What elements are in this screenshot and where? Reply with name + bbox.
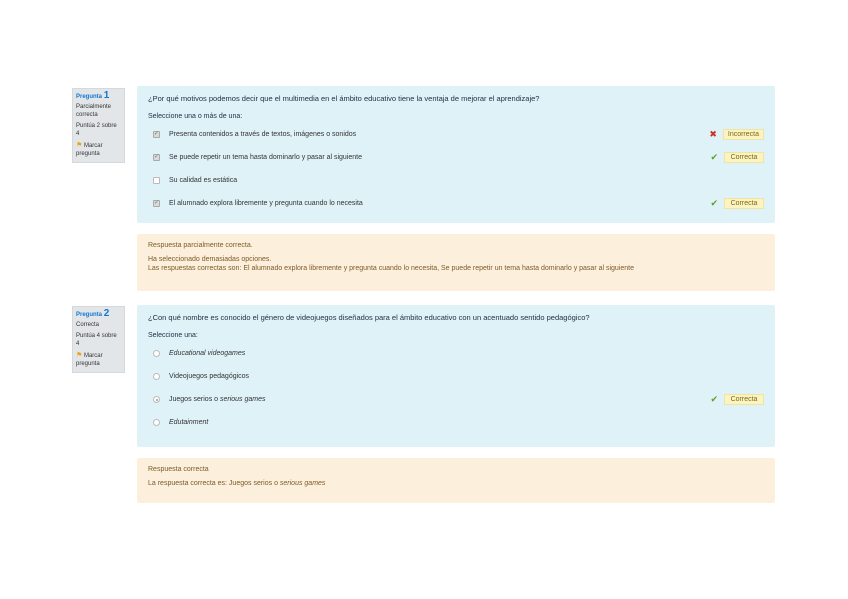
answer-radio[interactable] bbox=[153, 396, 160, 403]
feedback-badge: Correcta bbox=[724, 152, 764, 163]
answer-text: El alumnado explora libremente y pregunta cuando lo necesita bbox=[169, 200, 363, 207]
question-state: Correcta bbox=[76, 322, 100, 328]
answer-option[interactable] bbox=[148, 123, 764, 146]
flag-question-label: Marcar pregunta bbox=[76, 353, 103, 367]
flag-question-label: Marcar pregunta bbox=[76, 143, 103, 157]
answer-text-plain: Juegos serios o bbox=[169, 396, 220, 403]
outcome-title: Respuesta correcta bbox=[148, 466, 209, 473]
question-1-info bbox=[72, 88, 125, 163]
answer-checkbox[interactable]: ✓ bbox=[154, 154, 160, 160]
answer-checkbox[interactable] bbox=[153, 177, 160, 184]
answer-text bbox=[169, 396, 764, 403]
answer-prompt: Seleccione una: bbox=[148, 332, 198, 339]
answer-option[interactable] bbox=[148, 192, 764, 215]
outcome-text-plain: La respuesta correcta es: Juegos serios o bbox=[148, 480, 280, 487]
answer-option[interactable] bbox=[148, 342, 764, 365]
answer-text-italic: Edutainment bbox=[169, 419, 209, 426]
answer-text: Videojuegos pedagógicos bbox=[169, 373, 250, 380]
answer-feedback bbox=[710, 394, 764, 405]
check-icon: ✔ bbox=[710, 198, 718, 208]
outcome-title: Respuesta parcialmente correcta. bbox=[148, 242, 253, 249]
outcome-detail: Ha seleccionado demasiadas opciones. bbox=[148, 256, 272, 263]
answer-text bbox=[169, 350, 764, 357]
answer-radio[interactable] bbox=[153, 419, 160, 426]
flag-icon: ⚑ bbox=[76, 352, 83, 359]
question-2-content bbox=[137, 305, 775, 447]
answer-checkbox[interactable]: ✓ bbox=[154, 200, 160, 206]
answer-text: Su calidad es estática bbox=[169, 177, 238, 184]
answer-prompt: Seleccione una o más de una: bbox=[148, 113, 243, 120]
question-label: Pregunta bbox=[76, 312, 103, 318]
answer-feedback bbox=[709, 129, 764, 140]
answer-option[interactable] bbox=[148, 365, 764, 388]
question-grade: Puntúa 4 sobre 4 bbox=[76, 333, 117, 347]
check-icon: ✔ bbox=[710, 394, 718, 404]
cross-icon: ✖ bbox=[709, 129, 717, 139]
flag-icon: ⚑ bbox=[76, 142, 83, 149]
question-grade: Puntúa 2 sobre 4 bbox=[76, 123, 117, 137]
question-number-value: 2 bbox=[103, 308, 110, 319]
question-1-outcome bbox=[137, 234, 775, 291]
question-number bbox=[76, 92, 121, 101]
answer-option[interactable] bbox=[148, 388, 764, 411]
answer-option[interactable] bbox=[148, 411, 764, 434]
answer-option[interactable] bbox=[148, 146, 764, 169]
outcome-correct-answers bbox=[148, 479, 764, 488]
question-2-outcome bbox=[137, 458, 775, 503]
answer-text bbox=[169, 419, 764, 426]
flag-question-link[interactable] bbox=[76, 142, 121, 158]
answer-text: Se puede repetir un tema hasta dominarlo y pasar al siguiente bbox=[169, 154, 363, 161]
question-text: ¿Por qué motivos podemos decir que el multimedia en el ámbito educativo tiene la ventaja de mejorar el aprendizaje? bbox=[148, 94, 540, 103]
flag-question-link[interactable] bbox=[76, 352, 121, 368]
question-1-content bbox=[137, 86, 775, 223]
answer-text-italic: serious games bbox=[219, 396, 266, 403]
outcome-text-italic: serious games bbox=[279, 480, 326, 487]
answer-option[interactable] bbox=[148, 169, 764, 192]
question-number bbox=[76, 310, 121, 319]
answer-feedback bbox=[710, 152, 764, 163]
question-2-info bbox=[72, 306, 125, 373]
question-number-value: 1 bbox=[103, 90, 110, 101]
answer-feedback bbox=[710, 198, 764, 209]
question-label: Pregunta bbox=[76, 94, 103, 100]
answer-radio[interactable] bbox=[153, 350, 160, 357]
feedback-badge: Incorrecta bbox=[723, 129, 764, 140]
check-icon: ✔ bbox=[710, 152, 718, 162]
feedback-badge: Correcta bbox=[724, 394, 764, 405]
answer-radio[interactable] bbox=[153, 373, 160, 380]
answer-text-italic: Educational videogames bbox=[169, 350, 246, 357]
answer-text: Presenta contenidos a través de textos, imágenes o sonidos bbox=[169, 131, 357, 138]
answer-checkbox[interactable]: ✓ bbox=[154, 131, 160, 137]
question-text: ¿Con qué nombre es conocido el género de videojuegos diseñados para el ámbito educativo con un acentuado sentido pedagógico? bbox=[148, 313, 590, 322]
feedback-badge: Correcta bbox=[724, 198, 764, 209]
question-state: Parcialmente correcta bbox=[76, 104, 112, 118]
outcome-correct-answers: Las respuestas correctas son: El alumnado explora libremente y pregunta cuando lo necesita, Se puede repetir un tema hasta dominarlo y pasar al siguiente bbox=[148, 265, 635, 272]
